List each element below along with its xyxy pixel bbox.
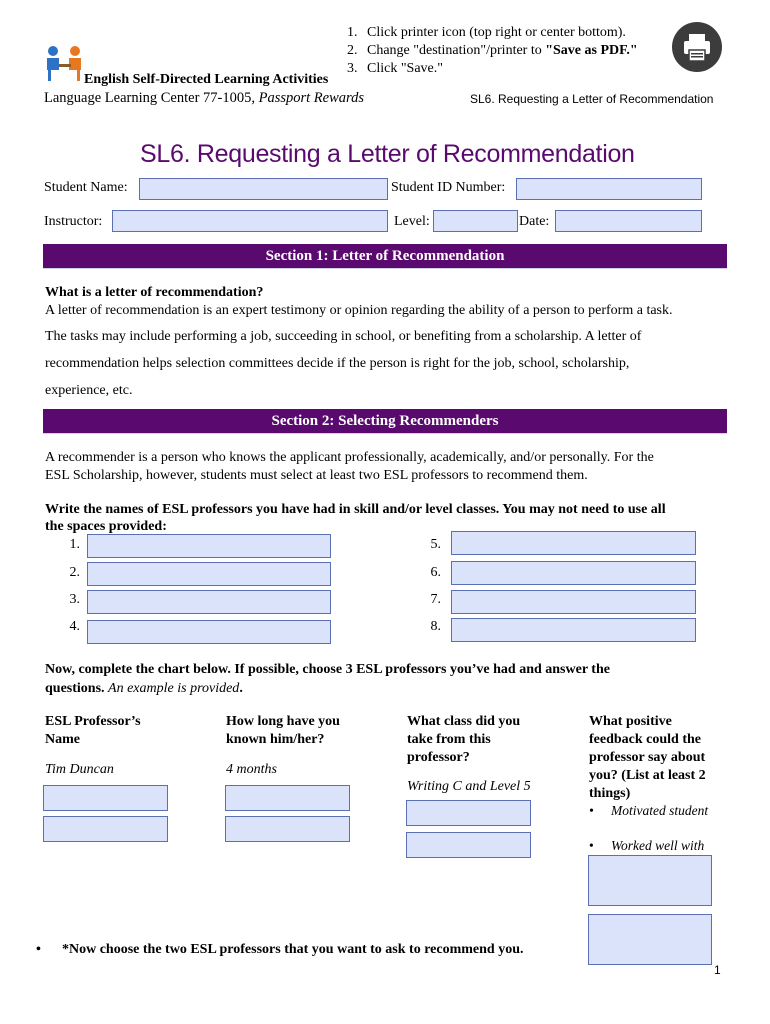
student-name-input[interactable]: [139, 178, 388, 200]
list-number: 7.: [430, 592, 441, 607]
chart-duration-input-1[interactable]: [225, 785, 350, 811]
page-title: SL6. Requesting a Letter of Recommendation: [140, 140, 635, 168]
professor-input-3[interactable]: [87, 590, 331, 614]
list-number: 6.: [430, 565, 441, 580]
chart-class-input-1[interactable]: [406, 800, 531, 826]
center-line-plain: Language Learning Center 77-1005,: [44, 90, 259, 106]
section1-question: What is a letter of recommendation?: [45, 285, 264, 300]
activity-title: English Self-Directed Learning Activities: [84, 72, 329, 87]
professor-input-7[interactable]: [451, 590, 696, 614]
column-header-duration: How long have you known him/her?: [226, 714, 340, 747]
list-number: 8.: [430, 619, 441, 634]
final-note: • *Now choose the two ESL professors that you want to ask to recommend you.: [36, 942, 524, 957]
list-number: 4.: [69, 619, 80, 634]
professor-input-4[interactable]: [87, 620, 331, 644]
section2-header: Section 2: Selecting Recommenders: [43, 409, 727, 433]
section1-text: A letter of recommendation is an expert testimony or opinion regarding the ability of a person to perform a task.: [45, 303, 673, 318]
level-input[interactable]: [433, 210, 518, 232]
column-header-feedback: What positive feedback could the professor say about you? (List at least 2 things): [589, 714, 706, 801]
section2-intro: A recommender is a person who knows the applicant professionally, academically, and/or personally. For the: [45, 450, 654, 465]
list-number: 3.: [69, 592, 80, 607]
example-class: Writing C and Level 5: [407, 779, 531, 794]
section2-write-instruction: the spaces provided:: [45, 519, 167, 534]
professor-input-6[interactable]: [451, 561, 696, 585]
list-number: 5.: [430, 537, 441, 552]
header-right-title: SL6. Requesting a Letter of Recommendation: [470, 92, 714, 106]
chart-intro: Now, complete the chart below. If possible, choose 3 ESL professors you’ve had and answer the: [45, 662, 610, 677]
instructor-label: Instructor:: [44, 214, 103, 229]
example-duration: 4 months: [226, 762, 277, 777]
center-line-italic: Passport Rewards: [258, 90, 365, 106]
example-name: Tim Duncan: [45, 762, 114, 777]
date-input[interactable]: [555, 210, 702, 232]
section1-text: recommendation helps selection committees decide if the person is right for the job, school, scholarship,: [45, 356, 630, 371]
chart-name-input-1[interactable]: [43, 785, 168, 811]
section1-text: The tasks may include performing a job, succeeding in school, or benefiting from a scholarship. A letter of: [45, 329, 642, 344]
professor-input-5[interactable]: [451, 531, 696, 555]
chart-intro-line2: questions. An example is provided.: [45, 681, 243, 696]
list-number: 1.: [69, 537, 80, 552]
professor-input-2[interactable]: [87, 562, 331, 586]
professor-input-1[interactable]: [87, 534, 331, 558]
section2-write-instruction: Write the names of ESL professors you have had in skill and/or level classes. You may not need to use all: [45, 502, 666, 517]
printer-icon: [672, 22, 722, 72]
page-number: 1: [714, 963, 721, 977]
student-id-input[interactable]: [516, 178, 702, 200]
section1-text: experience, etc.: [45, 383, 133, 398]
instructor-input[interactable]: [112, 210, 388, 232]
header-logo: [44, 44, 86, 84]
column-header-name: ESL Professor’s Name: [45, 714, 141, 747]
student-name-label: Student Name:: [44, 180, 128, 195]
professor-input-8[interactable]: [451, 618, 696, 642]
people-logo-icon: [44, 44, 86, 84]
column-header-class: What class did you take from this professor?: [407, 714, 521, 765]
chart-class-input-2[interactable]: [406, 832, 531, 858]
chart-feedback-input-2[interactable]: [588, 914, 712, 965]
instructions-list: [347, 24, 638, 78]
student-id-label: Student ID Number:: [391, 180, 506, 195]
example-feedback-item: • Worked well with: [589, 838, 705, 853]
date-label: Date:: [519, 214, 550, 229]
instruction-item: 2. Change "destination"/printer to "Save as PDF.": [347, 43, 638, 58]
level-label: Level:: [394, 214, 430, 229]
section1-header: Section 1: Letter of Recommendation: [43, 244, 727, 268]
center-line: [44, 90, 364, 107]
chart-feedback-input-1[interactable]: [588, 855, 712, 906]
section2-intro: ESL Scholarship, however, students must select at least two ESL professors to recommend them.: [45, 468, 588, 483]
list-number: 2.: [69, 565, 80, 580]
printer-button[interactable]: [672, 22, 722, 72]
instruction-item: 1. Click printer icon (top right or center bottom).: [347, 25, 626, 40]
instruction-item: 3. Click "Save.": [347, 61, 443, 76]
chart-duration-input-2[interactable]: [225, 816, 350, 842]
example-feedback-item: • Motivated student: [589, 803, 709, 818]
chart-name-input-2[interactable]: [43, 816, 168, 842]
